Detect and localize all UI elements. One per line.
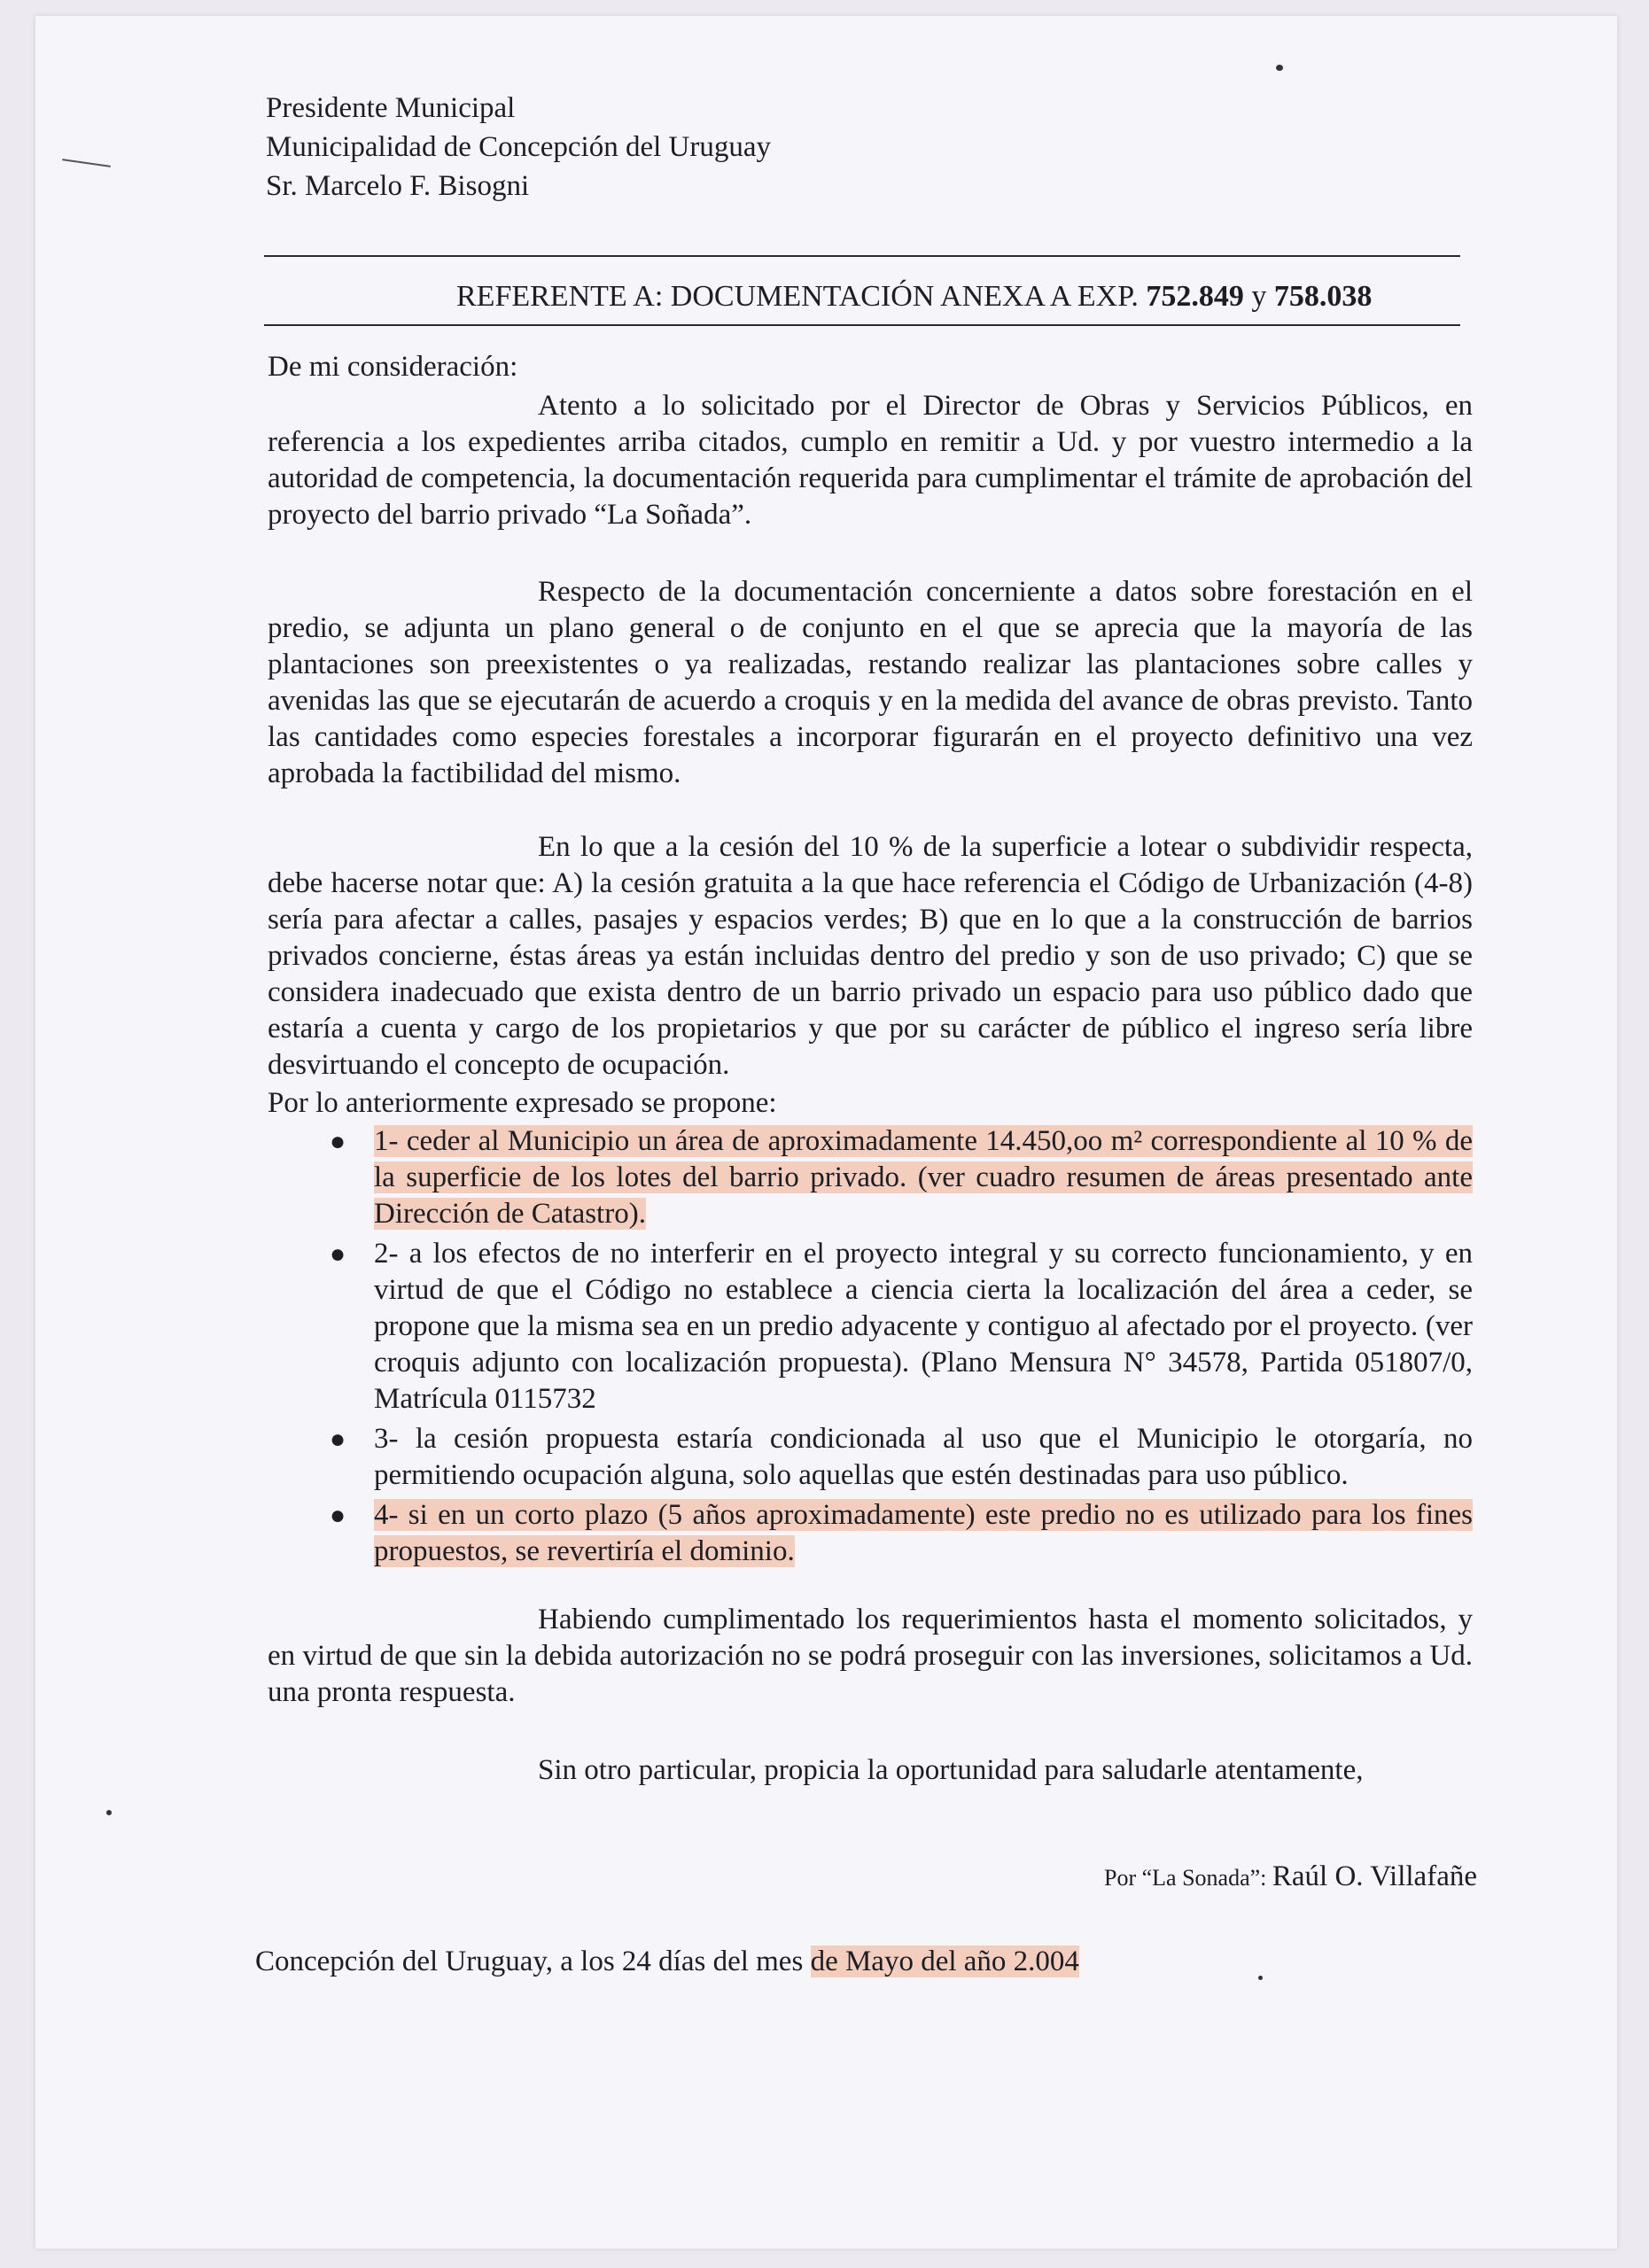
proposal-2: 2- a los efectos de no interferir en el proyecto integral y su correcto funcionamiento, y en virtud de que el Código no establece a ciencia cierta la localización del área a ceder, se propone que la misma sea en un predio adyacente y contiguo al afectado por el proyecto. (ver croquis adjunto con localización propuesta). (Plano Mensura N° 34578, Partida 051807/0, Matrícula 0115732 <box>374 1238 1473 1415</box>
greeting: De mi consideración: <box>268 351 518 383</box>
reference-joiner: y <box>1243 280 1274 313</box>
date-line-start: Concepción del Uruguay, a los 24 días del mes <box>255 1946 811 1977</box>
paragraph-2: Respecto de la documentación concerniente a datos sobre forestación en el predio, se adjunta un plano general o de conjunto en el que se aprecia que la mayoría de las plantaciones son preexistentes o ya realizadas, restando realizar las plantaciones sobre calles y avenidas las que se ejecutarán de acuerdo a croquis y en la medida del avance de obras previsto. Tanto las cantidades como especies forestales a incorporar figurarán en el proyecto definitivo una vez aprobada la factibilidad del mismo. <box>268 576 1473 789</box>
proposal-list <box>268 1123 1473 1573</box>
date-line-highlight: de Mayo del año 2.004 <box>810 1946 1079 1977</box>
bullet-icon: ● <box>330 1425 346 1454</box>
proposal-3: 3- la cesión propuesta estaría condicionada al uso que el Municipio le otorgaría, no permitiendo ocupación alguna, solo aquellas que estén destinadas para uso público. <box>374 1423 1473 1491</box>
reference-top-rule <box>264 255 1460 257</box>
paragraph-4: Habiendo cumplimentado los requerimientos hasta el momento solicitados, y en virtud de que sin la debida autorización no se podrá proseguir con las inversiones, solicitamos a Ud. una pronta respuesta. <box>268 1604 1473 1708</box>
signature-name: Raúl O. Villafañe <box>1272 1860 1477 1892</box>
paragraph-1: Atento a lo solicitado por el Director de Obras y Servicios Públicos, en referencia a los expedientes arriba citados, cumplo en remitir a Ud. y por vuestro intermedio a la autoridad de competencia, la documentación requerida para cumplimentar el trámite de aprobación del proyecto del barrio privado “La Soñada”. <box>268 390 1473 531</box>
reference-prefix: REFERENTE A: DOCUMENTACIÓN ANEXA A EXP. <box>456 280 1147 313</box>
proposal-4: 4- si en un corto plazo (5 años aproximadamente) este predio no es utilizado para los fines propuestos, se revertiría el dominio. <box>374 1499 1473 1567</box>
letter-page <box>35 16 1617 2249</box>
proposal-1: 1- ceder al Municipio un área de aproximadamente 14.450,oo m² correspondiente al 10 % de la superficie de los lotes del barrio privado. (ver cuadro resumen de áreas presentado ante Dirección de Catastro). <box>374 1125 1473 1230</box>
addressee-title: Presidente Municipal <box>266 92 516 124</box>
list-item <box>268 1123 1473 1232</box>
scan-scratch <box>62 159 111 167</box>
list-item <box>268 1497 1473 1570</box>
list-item <box>268 1421 1473 1494</box>
reference-bottom-rule <box>264 324 1460 326</box>
paragraph-3-tail: Por lo anteriormente expresado se propone: <box>268 1087 777 1119</box>
bullet-icon: ● <box>330 1127 346 1156</box>
list-item <box>268 1236 1473 1418</box>
bullet-icon: ● <box>330 1501 346 1530</box>
scan-speck <box>1276 65 1283 71</box>
bullet-icon: ● <box>330 1239 346 1269</box>
scan-speck <box>1258 1976 1263 1980</box>
addressee-institution: Municipalidad de Concepción del Uruguay <box>266 131 772 163</box>
signature-prefix: Por “La Sonada”: <box>1104 1865 1272 1891</box>
addressee-name: Sr. Marcelo F. Bisogni <box>266 170 530 202</box>
expediente-1: 752.849 <box>1146 280 1244 313</box>
paragraph-3: En lo que a la cesión del 10 % de la superficie a lotear o subdividir respecta, debe hacerse notar que: A) la cesión gratuita a la que hace referencia el Código de Urbanización (4-8) sería para afectar a calles, pasajes y espacios verdes; B) que en lo que a la construcción de barrios privados concierne, éstas áreas ya están incluidas dentro del predio y son de uso privado; C) que se considera inadecuado que exista dentro de un barrio privado un espacio para uso público dado que estaría a cuenta y cargo de los propietarios y que por su carácter de público el ingreso sería libre desvirtuando el concepto de ocupación. <box>268 831 1473 1081</box>
scan-speck <box>106 1810 112 1815</box>
paragraph-5: Sin otro particular, propicia la oportunidad para saludarle atentamente, <box>538 1754 1364 1786</box>
date-line <box>255 1946 1079 1978</box>
reference-line <box>456 280 1372 314</box>
expediente-2: 758.038 <box>1273 280 1373 313</box>
signature-line <box>1104 1860 1477 1893</box>
